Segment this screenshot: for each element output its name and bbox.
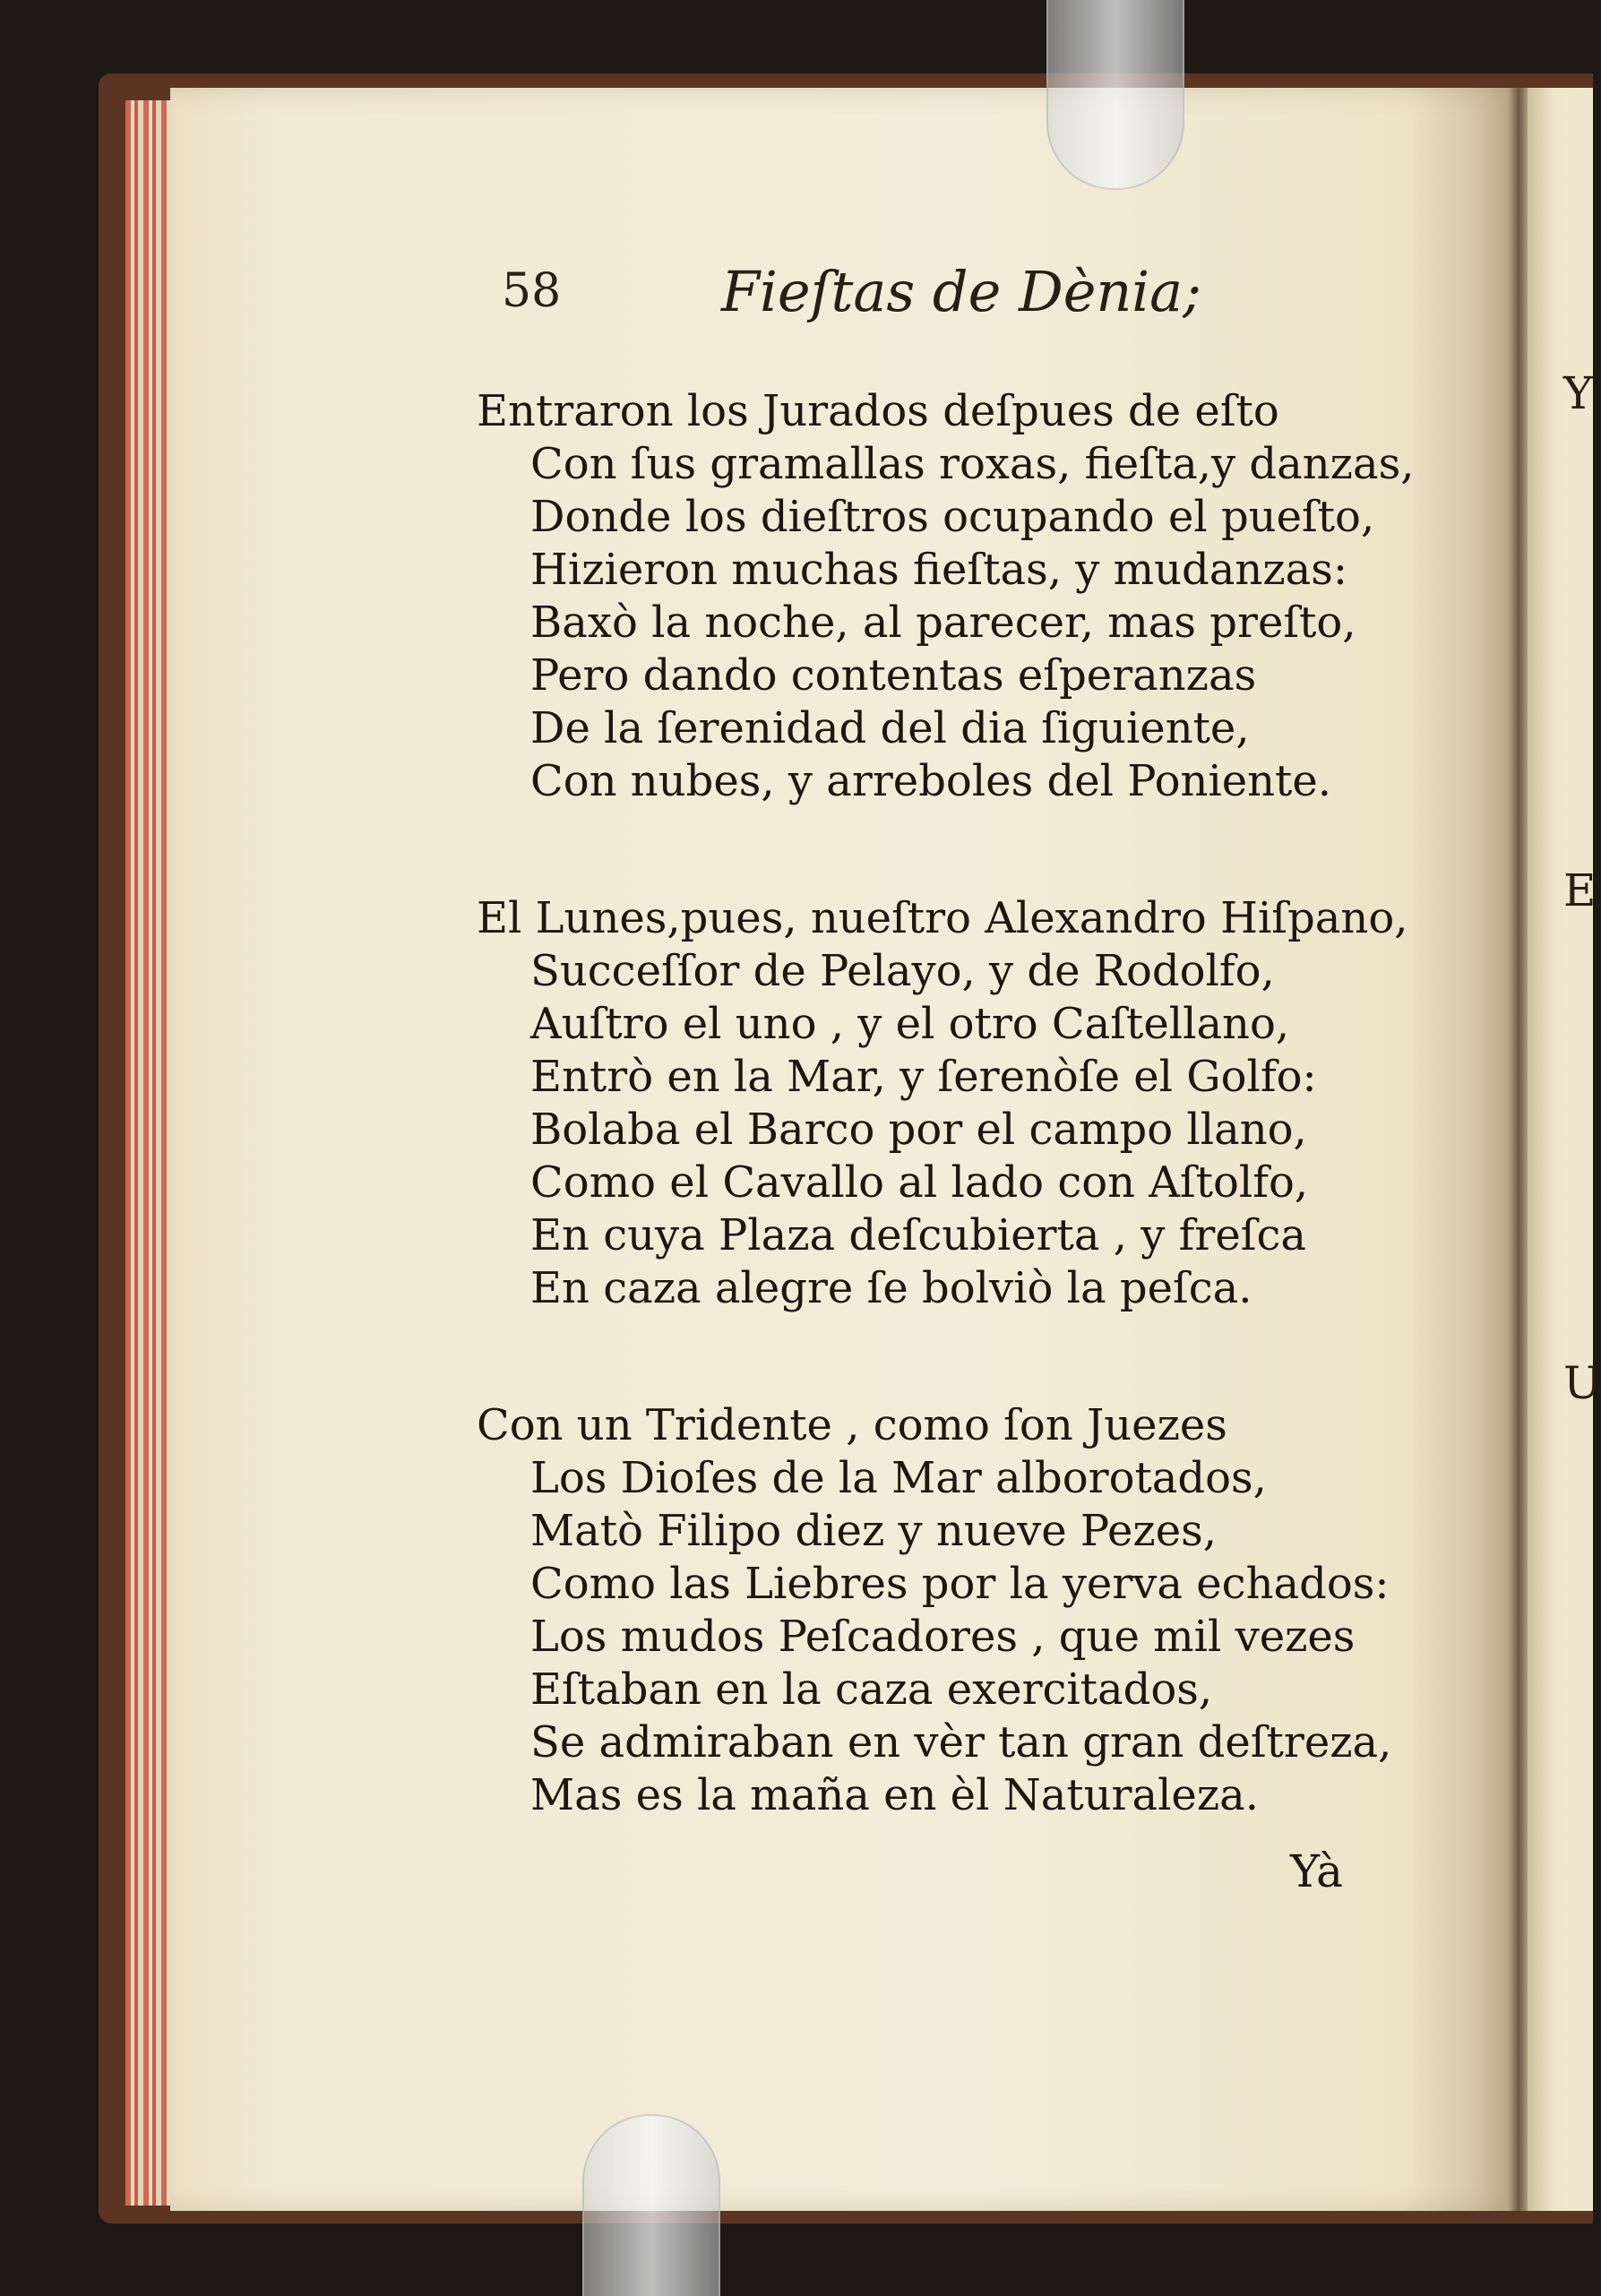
verse-line: Bolaba el Barco por el campo llano, [530, 1105, 1307, 1155]
verse-line: Baxò la noche, al parecer, mas preſto, [530, 598, 1356, 648]
stanza [477, 385, 1415, 808]
page-clip-top [1046, 0, 1184, 190]
page-clip-bottom [582, 2114, 720, 2296]
page-number: 58 [502, 264, 562, 318]
stanza [477, 892, 1408, 1315]
verse-line: Eſtaban en la caza exercitados, [530, 1664, 1213, 1715]
verse-line: Entrò en la Mar, y ſerenòſe el Golfo: [530, 1052, 1317, 1102]
verse-line: Los Dioſes de la Mar alborotados, [530, 1453, 1267, 1503]
running-title: Fieſtas de Dènia; [721, 259, 1201, 324]
verse-line: Succeſſor de Pelayo, y de Rodolfo, [530, 946, 1275, 996]
verse-line: Pero dando contentas eſperanzas [530, 650, 1257, 701]
verse-line: Hizieron muchas fieſtas, y mudanzas: [530, 545, 1348, 595]
page-header [502, 259, 1308, 345]
facing-page-fragment: Y [1563, 367, 1594, 419]
verse-line: Con un Tridente , como ſon Juezes [477, 1400, 1227, 1450]
book-gutter [1508, 88, 1529, 2211]
verse-line: Como las Liebres por la yerva echados: [530, 1559, 1390, 1609]
verse-line: Con nubes, y arreboles del Poniente. [530, 756, 1331, 806]
verse-line: Mas es la maña en èl Naturaleza. [530, 1770, 1259, 1820]
verse-line: Se admiraban en vèr tan gran deſtreza, [530, 1717, 1392, 1767]
verse-line: En cuya Plaza deſcubierta , y freſca [530, 1210, 1306, 1260]
verse-line: De la ſerenidad del dia ſiguiente, [530, 703, 1250, 753]
verse-line: En caza alegre ſe bolviò la peſca. [530, 1263, 1252, 1313]
catchword: Yà [1290, 1845, 1343, 1897]
verse-line: Entraron los Jurados deſpues de eſto [477, 386, 1279, 436]
verse-line: Donde los dieſtros ocupando el pueſto, [530, 492, 1375, 542]
verse-line: El Lunes,pues, nueſtro Alexandro Hiſpano, [477, 893, 1408, 943]
stanza [477, 1399, 1408, 1822]
facing-page-fragment: E [1563, 864, 1597, 916]
verse-line: Como el Cavallo al lado con Aſtolfo, [530, 1157, 1309, 1208]
verse-line: Los mudos Peſcadores , que mil vezes [530, 1612, 1356, 1662]
verse-line: Matò Filipo diez y nueve Pezes, [530, 1506, 1218, 1556]
verse-line: Auſtro el uno , y el otro Caſtellano, [530, 999, 1290, 1049]
facing-page-fragment: U [1563, 1357, 1601, 1409]
poem-text [477, 385, 1415, 1906]
verse-line: Con ſus gramallas roxas, fieſta,y danzas, [530, 439, 1415, 489]
